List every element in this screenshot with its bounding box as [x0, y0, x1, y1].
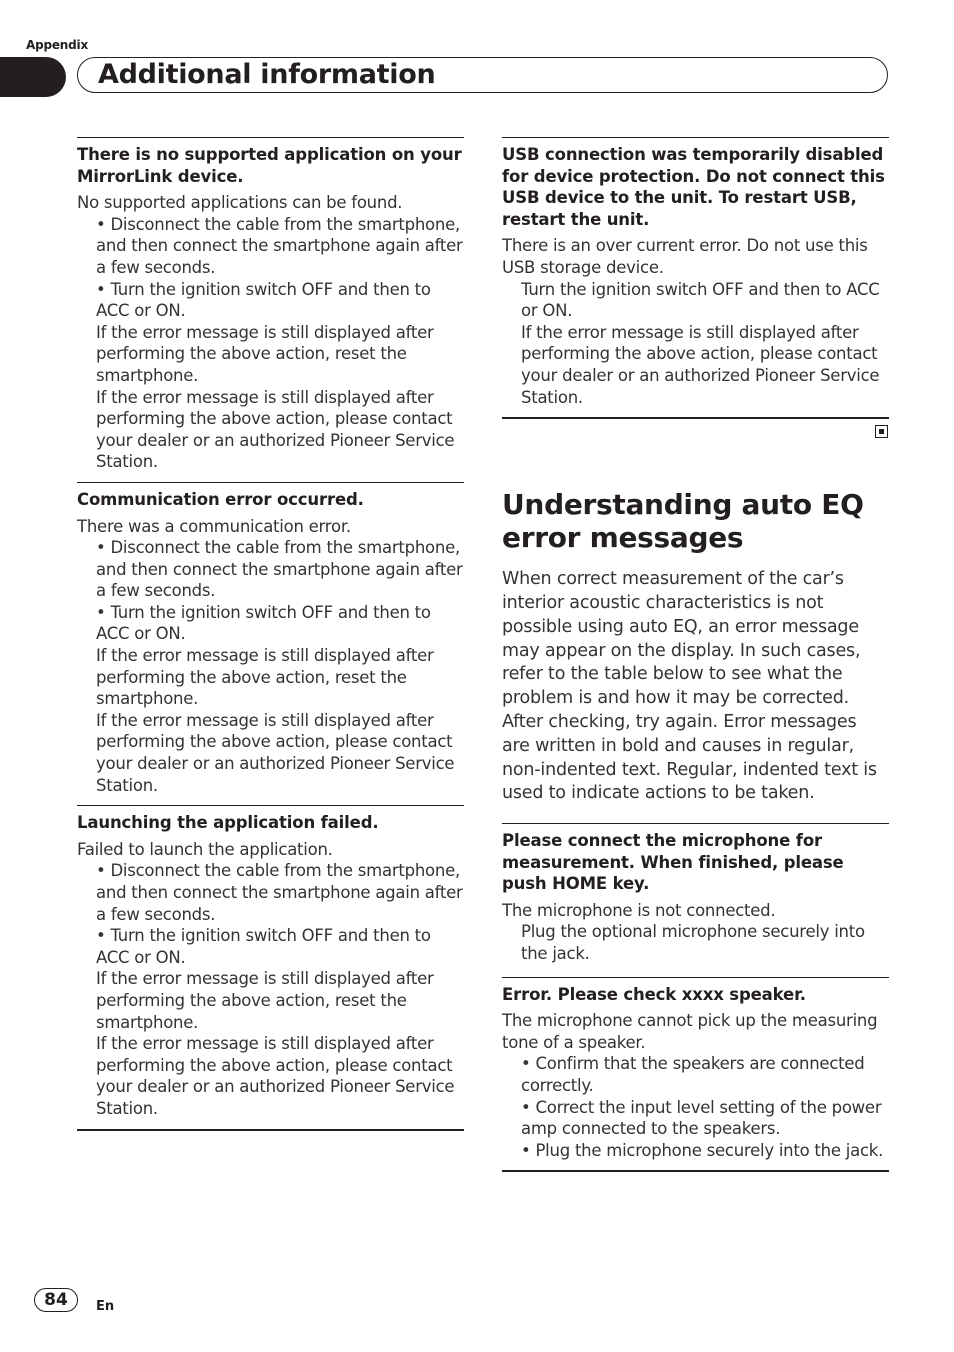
- page-title: Additional information: [98, 59, 436, 90]
- action: • Disconnect the cable from the smartphone, and then connect the smartphone again after a few seconds.: [96, 214, 463, 277]
- error-heading: USB connection was temporarily disabled for device protection. Do not connect this USB device to the unit. To restart USB, restart the unit.: [502, 145, 885, 229]
- error-entry: [77, 806, 464, 1128]
- action: Turn the ignition switch OFF and then to ACC or ON.: [521, 279, 880, 321]
- error-cause: There is an over current error. Do not use this USB storage device.: [502, 236, 868, 277]
- section-label: Appendix: [26, 38, 88, 52]
- right-column: [502, 137, 889, 1172]
- error-entry: [77, 138, 464, 482]
- action: • Turn the ignition switch OFF and then to ACC or ON.: [96, 279, 431, 321]
- action: • Turn the ignition switch OFF and then to ACC or ON.: [96, 926, 431, 967]
- action: • Correct the input level setting of the power amp connected to the speakers.: [521, 1097, 882, 1139]
- error-cause: The microphone is not connected.: [502, 900, 776, 920]
- left-column: [77, 137, 464, 1131]
- action: If the error message is still displayed after performing the above action, please contact your dealer or an authorized Pioneer Service Station.: [96, 710, 455, 795]
- action: If the error message is still displayed after performing the above action, please contact your dealer or an authorized Pioneer Service Station.: [96, 1034, 455, 1118]
- error-entry: [502, 824, 889, 977]
- section-end-icon: [875, 425, 888, 438]
- auto-eq-intro: When correct measurement of the car’s interior acoustic characteristics is not possible using auto EQ, an error message may appear on the display. In such cases, refer to the table below to see what the problem is and how it may be corrected. After checking, try again. Error messages are written in bold and causes in regular, non-indented text. Regular, indented text is used to indicate actions to be taken.: [502, 569, 877, 804]
- error-heading: There is no supported application on your MirrorLink device.: [77, 145, 462, 186]
- error-entry: [77, 483, 464, 805]
- error-heading: Please connect the microphone for measurement. When finished, please push HOME key.: [502, 831, 844, 894]
- error-heading: Communication error occurred.: [77, 489, 364, 509]
- action: If the error message is still displayed after performing the above action, please contact your dealer or an authorized Pioneer Service Station.: [96, 387, 455, 472]
- action: If the error message is still displayed after performing the above action, please contact your dealer or an authorized Pioneer Service Station.: [521, 322, 880, 407]
- action: • Disconnect the cable from the smartphone, and then connect the smartphone again after a few seconds.: [96, 538, 463, 601]
- auto-eq-title: Understanding auto EQ error messages: [502, 488, 864, 555]
- action: If the error message is still displayed after performing the above action, reset the smartphone.: [96, 969, 434, 1032]
- error-cause: There was a communication error.: [77, 516, 351, 536]
- error-cause: Failed to launch the application.: [77, 839, 333, 859]
- error-heading: Error. Please check xxxx speaker.: [502, 984, 806, 1004]
- error-cause: The microphone cannot pick up the measuring tone of a speaker.: [502, 1011, 878, 1052]
- page-title-bar: [77, 57, 888, 93]
- action: Plug the optional microphone securely into the jack.: [521, 922, 865, 964]
- action: • Confirm that the speakers are connected correctly.: [521, 1054, 865, 1096]
- action: If the error message is still displayed after performing the above action, reset the smartphone.: [96, 322, 434, 385]
- error-cause: No supported applications can be found.: [77, 193, 403, 213]
- page-number: 84: [34, 1288, 78, 1312]
- error-entry: [502, 138, 889, 417]
- action: • Disconnect the cable from the smartphone, and then connect the smartphone again after a few seconds.: [96, 861, 463, 924]
- action: If the error message is still displayed after performing the above action, reset the smartphone.: [96, 646, 434, 709]
- error-heading: Launching the application failed.: [77, 813, 379, 833]
- language-label: En: [96, 1299, 115, 1314]
- chapter-tab: [0, 57, 66, 97]
- error-entry: [502, 978, 889, 1171]
- action: • Plug the microphone securely into the jack.: [521, 1140, 884, 1160]
- action: • Turn the ignition switch OFF and then to ACC or ON.: [96, 602, 431, 644]
